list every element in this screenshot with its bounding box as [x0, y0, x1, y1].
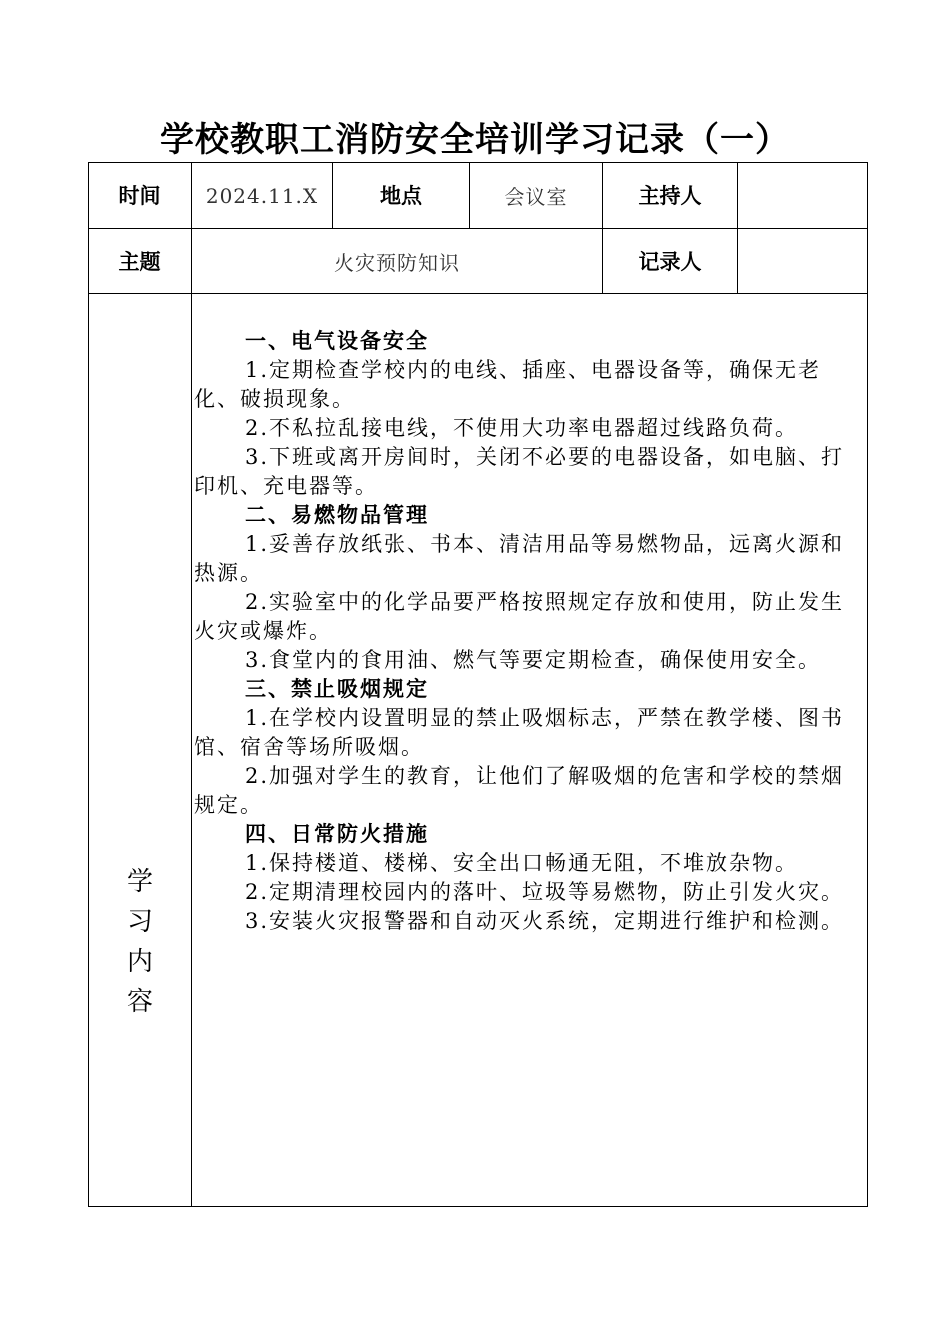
content-label [88, 862, 192, 1022]
section-heading: 二、易燃物品管理 [245, 503, 429, 527]
table-border-left [88, 162, 89, 1207]
content-item: 3.安装火灾报警器和自动灭火系统，定期进行维护和检测。 [245, 909, 845, 933]
content-item: 1.定期检查学校内的电线、插座、电器设备等，确保无老化、破损现象。 [194, 358, 822, 411]
content-item: 2.加强对学生的教育，让他们了解吸烟的危害和学校的禁烟规定。 [194, 764, 845, 817]
section-heading: 四、日常防火措施 [245, 822, 429, 846]
content-item: 3.食堂内的食用油、燃气等要定期检查，确保使用安全。 [245, 648, 822, 672]
content-item: 3.下班或离开房间时，关闭不必要的电器设备，如电脑、打印机、充电器等。 [194, 445, 845, 498]
content-item: 2.实验室中的化学品要严格按照规定存放和使用，防止发生火灾或爆炸。 [194, 590, 845, 643]
content-label-char: 容 [126, 987, 153, 1017]
place-label: 地点 [380, 184, 422, 208]
section-heading: 三、禁止吸烟规定 [245, 677, 429, 701]
record-table [88, 162, 868, 1207]
time-value: 2024.11.X [205, 184, 319, 208]
recorder-label: 记录人 [638, 250, 702, 274]
content-item: 1.保持楼道、楼梯、安全出口畅通无阻，不堆放杂物。 [245, 851, 799, 875]
time-label: 时间 [118, 184, 161, 208]
table-border-bottom [88, 1206, 868, 1207]
content-item: 2.不私拉乱接电线，不使用大功率电器超过线路负荷。 [245, 416, 799, 440]
document-title: 学校教职工消防安全培训学习记录（一） [160, 120, 790, 160]
recorder-value [738, 229, 867, 293]
content-label-char: 习 [126, 907, 153, 937]
place-value: 会议室 [504, 184, 568, 209]
host-value [738, 162, 867, 228]
topic-value: 火灾预防知识 [334, 250, 460, 275]
content-item: 1.妥善存放纸张、书本、清洁用品等易燃物品，远离火源和热源。 [194, 532, 845, 585]
study-content [194, 327, 858, 936]
content-label-char: 内 [126, 947, 153, 977]
table-rule-row2 [88, 293, 868, 294]
content-item: 1.在学校内设置明显的禁止吸烟标志，严禁在教学楼、图书馆、宿舍等场所吸烟。 [194, 706, 845, 759]
table-rule-labelcol [191, 162, 192, 1207]
topic-label: 主题 [118, 250, 161, 274]
content-label-char: 学 [126, 867, 153, 897]
section-heading: 一、电气设备安全 [245, 329, 429, 353]
table-border-right [867, 162, 868, 1207]
content-item: 2.定期清理校园内的落叶、垃圾等易燃物，防止引发火灾。 [245, 880, 845, 904]
host-label: 主持人 [638, 184, 702, 208]
